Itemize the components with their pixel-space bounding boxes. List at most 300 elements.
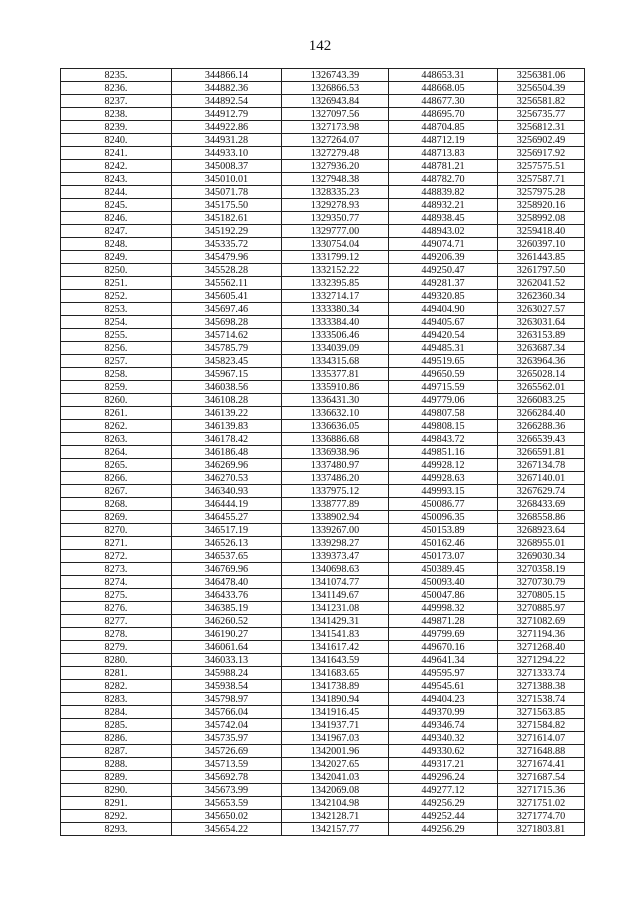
- coordinate-cell: 3258992.08: [498, 212, 585, 225]
- coordinate-cell: 344922.86: [172, 121, 282, 134]
- coordinate-cell: 3258920.16: [498, 199, 585, 212]
- coordinate-cell: 3271333.74: [498, 667, 585, 680]
- coordinate-cell: 3259418.40: [498, 225, 585, 238]
- coordinate-cell: 448932.21: [389, 199, 498, 212]
- table-row: [61, 446, 585, 459]
- coordinate-cell: 1330754.04: [282, 238, 389, 251]
- coordinate-cell: 449252.44: [389, 810, 498, 823]
- point-number-cell: 8255.: [61, 329, 172, 342]
- point-number-cell: 8271.: [61, 537, 172, 550]
- table-row: [61, 563, 585, 576]
- table-row: [61, 69, 585, 82]
- coordinate-cell: 3270358.19: [498, 563, 585, 576]
- coordinate-cell: 346478.40: [172, 576, 282, 589]
- point-number-cell: 8276.: [61, 602, 172, 615]
- coordinate-cell: 345967.15: [172, 368, 282, 381]
- coordinate-cell: 345713.59: [172, 758, 282, 771]
- coordinate-cell: 3257975.28: [498, 186, 585, 199]
- coordinate-cell: 345192.29: [172, 225, 282, 238]
- table-row: [61, 485, 585, 498]
- table-row: [61, 654, 585, 667]
- coordinate-cell: 1342041.03: [282, 771, 389, 784]
- coordinate-cell: 449843.72: [389, 433, 498, 446]
- coordinate-cell: 3268558.86: [498, 511, 585, 524]
- coordinate-cell: 1341429.31: [282, 615, 389, 628]
- point-number-cell: 8238.: [61, 108, 172, 121]
- coordinate-cell: 1337480.97: [282, 459, 389, 472]
- coordinate-cell: 345735.97: [172, 732, 282, 745]
- coordinate-cell: 346526.13: [172, 537, 282, 550]
- coordinate-cell: 449715.59: [389, 381, 498, 394]
- coordinate-cell: 449650.59: [389, 368, 498, 381]
- point-number-cell: 8252.: [61, 290, 172, 303]
- coordinate-cell: 344933.10: [172, 147, 282, 160]
- point-number-cell: 8243.: [61, 173, 172, 186]
- point-number-cell: 8264.: [61, 446, 172, 459]
- coordinate-cell: 1342128.71: [282, 810, 389, 823]
- coordinate-cell: 3256504.39: [498, 82, 585, 95]
- coordinate-cell: 449370.99: [389, 706, 498, 719]
- coordinate-cell: 345008.37: [172, 160, 282, 173]
- coordinate-cell: 1342157.77: [282, 823, 389, 836]
- table-row: [61, 615, 585, 628]
- table-row: [61, 511, 585, 524]
- coordinate-cell: 449485.31: [389, 342, 498, 355]
- coordinate-cell: 3270730.79: [498, 576, 585, 589]
- point-number-cell: 8283.: [61, 693, 172, 706]
- point-number-cell: 8241.: [61, 147, 172, 160]
- coordinate-cell: 3270885.97: [498, 602, 585, 615]
- coordinate-cell: 1327936.20: [282, 160, 389, 173]
- coordinate-cell: 345528.28: [172, 264, 282, 277]
- coordinates-table: [60, 68, 585, 836]
- point-number-cell: 8293.: [61, 823, 172, 836]
- coordinate-cell: 345742.04: [172, 719, 282, 732]
- coordinate-cell: 448695.70: [389, 108, 498, 121]
- table-row: [61, 420, 585, 433]
- coordinate-cell: 1327173.98: [282, 121, 389, 134]
- coordinate-cell: 3267140.01: [498, 472, 585, 485]
- point-number-cell: 8265.: [61, 459, 172, 472]
- coordinate-cell: 345698.28: [172, 316, 282, 329]
- coordinate-cell: 1329350.77: [282, 212, 389, 225]
- coordinate-cell: 450086.77: [389, 498, 498, 511]
- coordinate-cell: 449206.39: [389, 251, 498, 264]
- point-number-cell: 8242.: [61, 160, 172, 173]
- coordinate-cell: 449404.23: [389, 693, 498, 706]
- coordinate-cell: 1326866.53: [282, 82, 389, 95]
- coordinate-cell: 449320.85: [389, 290, 498, 303]
- point-number-cell: 8235.: [61, 69, 172, 82]
- coordinate-cell: 346769.96: [172, 563, 282, 576]
- coordinate-cell: 1339298.27: [282, 537, 389, 550]
- point-number-cell: 8281.: [61, 667, 172, 680]
- coordinate-cell: 346455.27: [172, 511, 282, 524]
- coordinate-cell: 345938.54: [172, 680, 282, 693]
- table-row: [61, 797, 585, 810]
- coordinate-cell: 346269.96: [172, 459, 282, 472]
- coordinate-cell: 3263687.34: [498, 342, 585, 355]
- table-row: [61, 680, 585, 693]
- point-number-cell: 8236.: [61, 82, 172, 95]
- coordinate-cell: 345175.50: [172, 199, 282, 212]
- coordinate-cell: 346517.19: [172, 524, 282, 537]
- coordinate-cell: 1336632.10: [282, 407, 389, 420]
- table-row: [61, 823, 585, 836]
- coordinate-cell: 344931.28: [172, 134, 282, 147]
- coordinate-cell: 345562.11: [172, 277, 282, 290]
- table-row: [61, 199, 585, 212]
- coordinate-cell: 449998.32: [389, 602, 498, 615]
- point-number-cell: 8248.: [61, 238, 172, 251]
- coordinate-cell: 450153.89: [389, 524, 498, 537]
- coordinate-cell: 3271563.85: [498, 706, 585, 719]
- coordinate-cell: 449277.12: [389, 784, 498, 797]
- coordinate-cell: 3256581.82: [498, 95, 585, 108]
- coordinate-cell: 3268433.69: [498, 498, 585, 511]
- table-row: [61, 186, 585, 199]
- table-row: [61, 264, 585, 277]
- coordinate-cell: 3271538.74: [498, 693, 585, 706]
- coordinate-cell: 344882.36: [172, 82, 282, 95]
- coordinate-cell: 3256902.49: [498, 134, 585, 147]
- coordinate-cell: 450389.45: [389, 563, 498, 576]
- coordinates-table-body: [61, 69, 585, 836]
- coordinate-cell: 1341937.71: [282, 719, 389, 732]
- point-number-cell: 8270.: [61, 524, 172, 537]
- table-row: [61, 641, 585, 654]
- coordinate-cell: 449807.58: [389, 407, 498, 420]
- coordinate-cell: 344892.54: [172, 95, 282, 108]
- table-row: [61, 355, 585, 368]
- point-number-cell: 8274.: [61, 576, 172, 589]
- table-row: [61, 472, 585, 485]
- point-number-cell: 8247.: [61, 225, 172, 238]
- coordinate-cell: 1334039.09: [282, 342, 389, 355]
- coordinate-cell: 450096.35: [389, 511, 498, 524]
- table-row: [61, 381, 585, 394]
- coordinate-cell: 3271614.07: [498, 732, 585, 745]
- point-number-cell: 8250.: [61, 264, 172, 277]
- table-row: [61, 550, 585, 563]
- coordinate-cell: 345650.02: [172, 810, 282, 823]
- coordinate-cell: 3271774.70: [498, 810, 585, 823]
- point-number-cell: 8279.: [61, 641, 172, 654]
- coordinate-cell: 3271674.41: [498, 758, 585, 771]
- coordinate-cell: 448943.02: [389, 225, 498, 238]
- point-number-cell: 8240.: [61, 134, 172, 147]
- coordinate-cell: 449074.71: [389, 238, 498, 251]
- coordinate-cell: 3271268.40: [498, 641, 585, 654]
- table-row: [61, 498, 585, 511]
- coordinate-cell: 346340.93: [172, 485, 282, 498]
- coordinate-cell: 1327279.48: [282, 147, 389, 160]
- coordinate-cell: 1332395.85: [282, 277, 389, 290]
- coordinate-cell: 1329278.93: [282, 199, 389, 212]
- point-number-cell: 8266.: [61, 472, 172, 485]
- coordinate-cell: 449330.62: [389, 745, 498, 758]
- table-row: [61, 719, 585, 732]
- table-row: [61, 602, 585, 615]
- coordinate-cell: 449595.97: [389, 667, 498, 680]
- coordinate-cell: 1331799.12: [282, 251, 389, 264]
- table-row: [61, 173, 585, 186]
- coordinate-cell: 448938.45: [389, 212, 498, 225]
- table-row: [61, 628, 585, 641]
- coordinate-cell: 345714.62: [172, 329, 282, 342]
- coordinate-cell: 449928.63: [389, 472, 498, 485]
- coordinate-cell: 3256381.06: [498, 69, 585, 82]
- coordinate-cell: 1327948.38: [282, 173, 389, 186]
- table-row: [61, 329, 585, 342]
- point-number-cell: 8257.: [61, 355, 172, 368]
- coordinate-cell: 3263031.64: [498, 316, 585, 329]
- table-row: [61, 212, 585, 225]
- coordinate-cell: 1337975.12: [282, 485, 389, 498]
- coordinate-cell: 346190.27: [172, 628, 282, 641]
- coordinate-cell: 448782.70: [389, 173, 498, 186]
- point-number-cell: 8254.: [61, 316, 172, 329]
- coordinate-cell: 3271715.36: [498, 784, 585, 797]
- coordinate-cell: 1341916.45: [282, 706, 389, 719]
- table-row: [61, 82, 585, 95]
- coordinate-cell: 346270.53: [172, 472, 282, 485]
- coordinate-cell: 346444.19: [172, 498, 282, 511]
- coordinate-cell: 1327097.56: [282, 108, 389, 121]
- coordinate-cell: 1337486.20: [282, 472, 389, 485]
- coordinate-cell: 448713.83: [389, 147, 498, 160]
- point-number-cell: 8261.: [61, 407, 172, 420]
- coordinate-cell: 345785.79: [172, 342, 282, 355]
- coordinate-cell: 3266591.81: [498, 446, 585, 459]
- point-number-cell: 8258.: [61, 368, 172, 381]
- coordinate-cell: 1333384.40: [282, 316, 389, 329]
- coordinate-cell: 449420.54: [389, 329, 498, 342]
- coordinate-cell: 3266288.36: [498, 420, 585, 433]
- coordinate-cell: 3269030.34: [498, 550, 585, 563]
- coordinate-cell: 448677.30: [389, 95, 498, 108]
- table-row: [61, 693, 585, 706]
- page-number: 142: [308, 38, 332, 54]
- coordinate-cell: 1326743.39: [282, 69, 389, 82]
- point-number-cell: 8253.: [61, 303, 172, 316]
- coordinate-cell: 1333380.34: [282, 303, 389, 316]
- coordinate-cell: 3265028.14: [498, 368, 585, 381]
- table-row: [61, 225, 585, 238]
- coordinate-cell: 3257587.71: [498, 173, 585, 186]
- coordinate-cell: 345988.24: [172, 667, 282, 680]
- coordinate-cell: 346260.52: [172, 615, 282, 628]
- table-row: [61, 433, 585, 446]
- coordinate-cell: 3267134.78: [498, 459, 585, 472]
- coordinate-cell: 1335377.81: [282, 368, 389, 381]
- table-row: [61, 524, 585, 537]
- coordinate-cell: 448668.05: [389, 82, 498, 95]
- coordinate-cell: 345182.61: [172, 212, 282, 225]
- point-number-cell: 8288.: [61, 758, 172, 771]
- coordinate-cell: 449641.34: [389, 654, 498, 667]
- coordinate-cell: 345653.59: [172, 797, 282, 810]
- point-number-cell: 8275.: [61, 589, 172, 602]
- coordinate-cell: 448839.82: [389, 186, 498, 199]
- coordinate-cell: 1329777.00: [282, 225, 389, 238]
- coordinate-cell: 449340.32: [389, 732, 498, 745]
- coordinate-cell: 449256.29: [389, 823, 498, 836]
- coordinate-cell: 345823.45: [172, 355, 282, 368]
- coordinate-cell: 449928.12: [389, 459, 498, 472]
- table-row: [61, 121, 585, 134]
- coordinate-cell: 3266539.43: [498, 433, 585, 446]
- coordinate-cell: 1339267.00: [282, 524, 389, 537]
- table-row: [61, 251, 585, 264]
- coordinate-cell: 1336886.68: [282, 433, 389, 446]
- coordinate-cell: 1342001.96: [282, 745, 389, 758]
- coordinate-cell: 1341074.77: [282, 576, 389, 589]
- coordinate-cell: 1341683.65: [282, 667, 389, 680]
- coordinate-cell: 3263964.36: [498, 355, 585, 368]
- point-number-cell: 8262.: [61, 420, 172, 433]
- point-number-cell: 8291.: [61, 797, 172, 810]
- coordinate-cell: 1339373.47: [282, 550, 389, 563]
- point-number-cell: 8292.: [61, 810, 172, 823]
- coordinate-cell: 3260397.10: [498, 238, 585, 251]
- coordinate-cell: 3262041.52: [498, 277, 585, 290]
- point-number-cell: 8289.: [61, 771, 172, 784]
- table-row: [61, 771, 585, 784]
- table-row: [61, 342, 585, 355]
- coordinate-cell: 346108.28: [172, 394, 282, 407]
- point-number-cell: 8287.: [61, 745, 172, 758]
- table-row: [61, 667, 585, 680]
- table-row: [61, 394, 585, 407]
- coordinate-cell: 3271803.81: [498, 823, 585, 836]
- coordinate-cell: 345798.97: [172, 693, 282, 706]
- coordinate-cell: 3268923.64: [498, 524, 585, 537]
- table-row: [61, 459, 585, 472]
- coordinate-cell: 449317.21: [389, 758, 498, 771]
- coordinate-cell: 1326943.84: [282, 95, 389, 108]
- coordinate-cell: 1336636.05: [282, 420, 389, 433]
- point-number-cell: 8284.: [61, 706, 172, 719]
- table-row: [61, 706, 585, 719]
- table-row: [61, 108, 585, 121]
- coordinate-cell: 449405.67: [389, 316, 498, 329]
- coordinate-cell: 3256812.31: [498, 121, 585, 134]
- coordinate-cell: 450047.86: [389, 589, 498, 602]
- table-row: [61, 758, 585, 771]
- coordinate-cell: 345335.72: [172, 238, 282, 251]
- coordinate-cell: 346139.22: [172, 407, 282, 420]
- coordinate-cell: 1327264.07: [282, 134, 389, 147]
- coordinate-cell: 1341617.42: [282, 641, 389, 654]
- coordinate-cell: 1332152.22: [282, 264, 389, 277]
- coordinate-cell: 449281.37: [389, 277, 498, 290]
- coordinate-cell: 3271687.54: [498, 771, 585, 784]
- coordinate-cell: 346433.76: [172, 589, 282, 602]
- point-number-cell: 8269.: [61, 511, 172, 524]
- coordinate-cell: 448781.21: [389, 160, 498, 173]
- coordinate-cell: 449808.15: [389, 420, 498, 433]
- coordinate-cell: 346178.42: [172, 433, 282, 446]
- coordinate-cell: 1342027.65: [282, 758, 389, 771]
- coordinate-cell: 1341738.89: [282, 680, 389, 693]
- coordinate-cell: 3263153.89: [498, 329, 585, 342]
- table-row: [61, 810, 585, 823]
- coordinate-cell: 3271294.22: [498, 654, 585, 667]
- coordinate-cell: 3257575.51: [498, 160, 585, 173]
- coordinate-cell: 345010.01: [172, 173, 282, 186]
- coordinate-cell: 345071.78: [172, 186, 282, 199]
- coordinate-cell: 3271194.36: [498, 628, 585, 641]
- coordinate-cell: 449993.15: [389, 485, 498, 498]
- coordinate-cell: 345726.69: [172, 745, 282, 758]
- point-number-cell: 8263.: [61, 433, 172, 446]
- coordinate-cell: 449545.61: [389, 680, 498, 693]
- coordinate-cell: 345673.99: [172, 784, 282, 797]
- coordinate-cell: 1336938.96: [282, 446, 389, 459]
- table-row: [61, 576, 585, 589]
- coordinate-cell: 3271648.88: [498, 745, 585, 758]
- coordinate-cell: 3271082.69: [498, 615, 585, 628]
- coordinate-cell: 346033.13: [172, 654, 282, 667]
- coordinate-cell: 1341967.03: [282, 732, 389, 745]
- point-number-cell: 8246.: [61, 212, 172, 225]
- coordinate-cell: 345697.46: [172, 303, 282, 316]
- coordinate-cell: 449296.24: [389, 771, 498, 784]
- coordinate-cell: 1342069.08: [282, 784, 389, 797]
- coordinate-cell: 3266083.25: [498, 394, 585, 407]
- point-number-cell: 8273.: [61, 563, 172, 576]
- coordinate-cell: 345605.41: [172, 290, 282, 303]
- coordinate-cell: 3256735.77: [498, 108, 585, 121]
- table-row: [61, 589, 585, 602]
- coordinate-cell: 3267629.74: [498, 485, 585, 498]
- coordinate-cell: 346186.48: [172, 446, 282, 459]
- table-row: [61, 238, 585, 251]
- point-number-cell: 8245.: [61, 199, 172, 212]
- coordinate-cell: 450162.46: [389, 537, 498, 550]
- coordinate-cell: 1341149.67: [282, 589, 389, 602]
- table-row: [61, 290, 585, 303]
- point-number-cell: 8282.: [61, 680, 172, 693]
- coordinate-cell: 1332714.17: [282, 290, 389, 303]
- coordinate-cell: 449346.74: [389, 719, 498, 732]
- table-row: [61, 407, 585, 420]
- coordinate-cell: 3261797.50: [498, 264, 585, 277]
- coordinate-cell: 449851.16: [389, 446, 498, 459]
- coordinate-cell: 346139.83: [172, 420, 282, 433]
- coordinate-cell: 1338777.89: [282, 498, 389, 511]
- coordinate-cell: 449871.28: [389, 615, 498, 628]
- point-number-cell: 8290.: [61, 784, 172, 797]
- coordinate-cell: 346038.56: [172, 381, 282, 394]
- coordinate-cell: 344912.79: [172, 108, 282, 121]
- point-number-cell: 8251.: [61, 277, 172, 290]
- coordinate-cell: 1341890.94: [282, 693, 389, 706]
- point-number-cell: 8267.: [61, 485, 172, 498]
- point-number-cell: 8286.: [61, 732, 172, 745]
- point-number-cell: 8280.: [61, 654, 172, 667]
- coordinate-cell: 3266284.40: [498, 407, 585, 420]
- coordinate-cell: 1340698.63: [282, 563, 389, 576]
- coordinate-cell: 344866.14: [172, 69, 282, 82]
- coordinate-cell: 1341541.83: [282, 628, 389, 641]
- point-number-cell: 8260.: [61, 394, 172, 407]
- coordinate-cell: 346537.65: [172, 550, 282, 563]
- coordinate-cell: 449256.29: [389, 797, 498, 810]
- point-number-cell: 8239.: [61, 121, 172, 134]
- point-number-cell: 8237.: [61, 95, 172, 108]
